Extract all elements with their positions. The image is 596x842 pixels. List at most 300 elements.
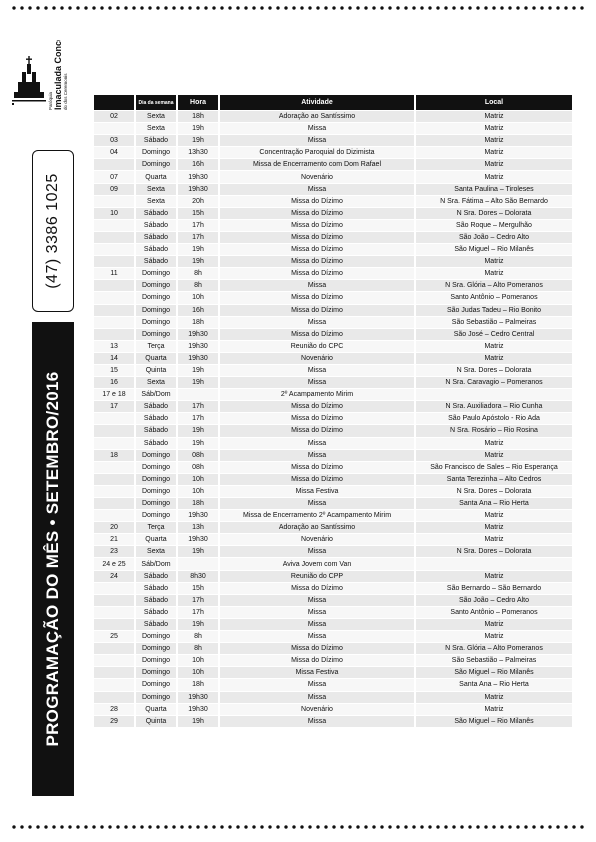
cell-time: 08h: [176, 462, 218, 473]
cell-activity: Missa: [218, 123, 414, 134]
cell-activity: Missa do Dízimo: [218, 655, 414, 666]
svg-text:Paróquia: Paróquia: [48, 91, 53, 110]
cell-activity: Missa: [218, 280, 414, 291]
cell-location: Matriz: [414, 704, 572, 715]
cell-activity: Missa do Dízimo: [218, 256, 414, 267]
cell-day: 21: [94, 534, 134, 545]
cell-location: Matriz: [414, 510, 572, 521]
cell-location: N Sra. Glória – Alto Pomeranos: [414, 643, 572, 654]
cell-weekday: Quinta: [134, 365, 176, 376]
cell-activity: Missa do Dízimo: [218, 643, 414, 654]
cell-activity: Missa: [218, 546, 414, 557]
cell-day: [94, 510, 134, 521]
cell-weekday: Domingo: [134, 631, 176, 642]
cell-day: [94, 292, 134, 303]
cell-day: 18: [94, 450, 134, 461]
cell-weekday: Domingo: [134, 474, 176, 485]
table-row: [94, 655, 572, 666]
cell-weekday: Sábado: [134, 607, 176, 618]
cell-activity: Missa: [218, 135, 414, 146]
cell-weekday: Sábado: [134, 571, 176, 582]
cell-day: 04: [94, 147, 134, 158]
cell-time: 18h: [176, 679, 218, 690]
table-row: [94, 704, 572, 715]
cell-weekday: Sexta: [134, 377, 176, 388]
table-row: [94, 716, 572, 727]
cell-location: Matriz: [414, 341, 572, 352]
dotted-border-top: [10, 4, 586, 12]
cell-location: São José – Cedro Central: [414, 329, 572, 340]
cell-day: [94, 655, 134, 666]
table-row: [94, 558, 572, 569]
cell-time: 8h30: [176, 571, 218, 582]
cell-location: São Sebastião – Palmeiras: [414, 655, 572, 666]
parish-logo: [8, 40, 78, 120]
table-row: [94, 317, 572, 328]
cell-day: [94, 280, 134, 291]
cell-weekday: Domingo: [134, 147, 176, 158]
cell-time: 17h: [176, 232, 218, 243]
header-location: Local: [414, 95, 572, 110]
cell-day: [94, 413, 134, 424]
cell-location: Santo Antônio – Pomeranos: [414, 607, 572, 618]
cell-location: N Sra. Dores – Dolorata: [414, 365, 572, 376]
cell-activity: Missa: [218, 692, 414, 703]
header-time: Hora: [176, 95, 218, 110]
cell-weekday: Sábado: [134, 583, 176, 594]
cell-weekday: Domingo: [134, 510, 176, 521]
table-row: [94, 643, 572, 654]
cell-location: N Sra. Dores – Dolorata: [414, 486, 572, 497]
cell-activity: Missa do Dízimo: [218, 462, 414, 473]
cell-location: N Sra. Caravagio – Pomeranos: [414, 377, 572, 388]
cell-day: 23: [94, 546, 134, 557]
cell-weekday: Quarta: [134, 171, 176, 182]
cell-time: 08h: [176, 450, 218, 461]
cell-day: [94, 667, 134, 678]
table-row: [94, 425, 572, 436]
cell-day: [94, 425, 134, 436]
cell-activity: Novenário: [218, 534, 414, 545]
cell-time: 19h: [176, 716, 218, 727]
table-row: [94, 196, 572, 207]
cell-day: 15: [94, 365, 134, 376]
table-row: [94, 571, 572, 582]
cell-location: N Sra. Fátima – Alto São Bernardo: [414, 196, 572, 207]
cell-location: Matriz: [414, 171, 572, 182]
cell-time: 18h: [176, 317, 218, 328]
cell-time: 18h: [176, 111, 218, 122]
cell-day: 10: [94, 208, 134, 219]
cell-weekday: Domingo: [134, 329, 176, 340]
cell-activity: Missa de Encerramento com Dom Rafael: [218, 159, 414, 170]
table-row: [94, 486, 572, 497]
cell-time: 10h: [176, 667, 218, 678]
table-row: [94, 292, 572, 303]
cell-activity: Missa do Dízimo: [218, 220, 414, 231]
dotted-border-bottom: [10, 823, 586, 831]
table-row: [94, 377, 572, 388]
cell-time: 19h30: [176, 341, 218, 352]
cell-location: São Roque – Mergulhão: [414, 220, 572, 231]
cell-location: [414, 389, 572, 400]
cell-day: [94, 438, 134, 449]
schedule-body: [94, 111, 572, 727]
cell-weekday: Sábado: [134, 135, 176, 146]
table-row: [94, 607, 572, 618]
cell-weekday: Domingo: [134, 159, 176, 170]
cell-weekday: Quarta: [134, 353, 176, 364]
cell-day: 16: [94, 377, 134, 388]
cell-weekday: Sábado: [134, 595, 176, 606]
table-row: [94, 353, 572, 364]
cell-activity: Missa: [218, 377, 414, 388]
cell-location: Matriz: [414, 111, 572, 122]
cell-time: 19h30: [176, 353, 218, 364]
cell-weekday: Sábado: [134, 619, 176, 630]
header-weekday: Dia da semana: [134, 95, 176, 110]
cell-time: 19h30: [176, 534, 218, 545]
cell-activity: Missa do Dízimo: [218, 329, 414, 340]
table-row: [94, 389, 572, 400]
cell-activity: Missa: [218, 716, 414, 727]
cell-location: Matriz: [414, 631, 572, 642]
cell-activity: Missa do Dízimo: [218, 292, 414, 303]
cell-activity: Novenário: [218, 704, 414, 715]
cell-time: 18h: [176, 498, 218, 509]
cell-time: 17h: [176, 220, 218, 231]
cell-time: 10h: [176, 474, 218, 485]
table-row: [94, 667, 572, 678]
cell-weekday: Sexta: [134, 111, 176, 122]
cell-day: [94, 159, 134, 170]
cell-weekday: Terça: [134, 341, 176, 352]
table-row: [94, 135, 572, 146]
cell-weekday: Quinta: [134, 716, 176, 727]
table-row: [94, 450, 572, 461]
cell-day: 02: [94, 111, 134, 122]
cell-weekday: Sábado: [134, 208, 176, 219]
cell-weekday: Domingo: [134, 305, 176, 316]
table-row: [94, 147, 572, 158]
cell-day: [94, 486, 134, 497]
table-row: [94, 171, 572, 182]
cell-day: 03: [94, 135, 134, 146]
cell-activity: Missa do Dízimo: [218, 305, 414, 316]
cell-activity: Missa do Dízimo: [218, 208, 414, 219]
cell-time: 19h30: [176, 184, 218, 195]
table-row: [94, 510, 572, 521]
cell-time: 19h: [176, 377, 218, 388]
cell-weekday: Domingo: [134, 498, 176, 509]
table-row: [94, 256, 572, 267]
cell-location: Santa Terezinha – Alto Cedros: [414, 474, 572, 485]
cell-weekday: Domingo: [134, 462, 176, 473]
cell-activity: Adoração ao Santíssimo: [218, 522, 414, 533]
table-row: [94, 474, 572, 485]
table-row: [94, 692, 572, 703]
cell-time: 19h30: [176, 329, 218, 340]
cell-time: 16h: [176, 305, 218, 316]
cell-weekday: Domingo: [134, 268, 176, 279]
cell-activity: Missa do Dízimo: [218, 425, 414, 436]
cell-location: N Sra. Dores – Dolorata: [414, 208, 572, 219]
cell-location: Matriz: [414, 534, 572, 545]
cell-location: Matriz: [414, 256, 572, 267]
cell-activity: Missa do Dízimo: [218, 244, 414, 255]
cell-day: [94, 305, 134, 316]
cell-location: Matriz: [414, 123, 572, 134]
cell-time: 10h: [176, 486, 218, 497]
cell-activity: Novenário: [218, 171, 414, 182]
cell-time: 19h: [176, 135, 218, 146]
cell-location: Matriz: [414, 353, 572, 364]
cell-weekday: Domingo: [134, 679, 176, 690]
cell-location: São Miguel – Rio Milanês: [414, 244, 572, 255]
cell-location: São Miguel – Rio Milanês: [414, 716, 572, 727]
cell-time: 17h: [176, 595, 218, 606]
table-row: [94, 159, 572, 170]
cell-day: 17: [94, 401, 134, 412]
table-row: [94, 305, 572, 316]
cell-day: [94, 123, 134, 134]
cell-activity: Novenário: [218, 353, 414, 364]
cell-time: 17h: [176, 607, 218, 618]
cell-day: [94, 256, 134, 267]
cell-activity: Missa: [218, 679, 414, 690]
table-row: [94, 280, 572, 291]
cell-weekday: Sáb/Dom: [134, 558, 176, 569]
cell-weekday: Sexta: [134, 123, 176, 134]
phone-number: (47) 3386 1025: [44, 173, 61, 289]
cell-location: N Sra. Auxiliadora – Rio Cunha: [414, 401, 572, 412]
cell-location: [414, 558, 572, 569]
table-row: [94, 679, 572, 690]
cell-activity: Reunião do CPC: [218, 341, 414, 352]
cell-activity: Missa do Dízimo: [218, 474, 414, 485]
table-row: [94, 220, 572, 231]
cell-day: [94, 643, 134, 654]
table-row: [94, 329, 572, 340]
cell-activity: Missa: [218, 450, 414, 461]
cell-activity: Concentração Paroquial do Dizimista: [218, 147, 414, 158]
cell-activity: Missa do Dízimo: [218, 413, 414, 424]
cell-weekday: Sábado: [134, 401, 176, 412]
cell-weekday: Domingo: [134, 317, 176, 328]
cell-location: São João – Cedro Alto: [414, 595, 572, 606]
cell-location: São Judas Tadeu – Rio Bonito: [414, 305, 572, 316]
cell-location: Matriz: [414, 450, 572, 461]
cell-activity: Aviva Jovem com Van: [218, 558, 414, 569]
cell-day: 17 e 18: [94, 389, 134, 400]
cell-time: 8h: [176, 268, 218, 279]
table-row: [94, 462, 572, 473]
cell-day: 09: [94, 184, 134, 195]
cell-day: 14: [94, 353, 134, 364]
table-row: [94, 123, 572, 134]
svg-text:do dos Ceremonis: do dos Ceremonis: [63, 73, 68, 110]
cell-location: São Bernardo – São Bernardo: [414, 583, 572, 594]
cell-location: Matriz: [414, 619, 572, 630]
cell-weekday: Sábado: [134, 256, 176, 267]
cell-time: 19h: [176, 123, 218, 134]
cell-weekday: Domingo: [134, 280, 176, 291]
table-row: [94, 111, 572, 122]
cell-location: Matriz: [414, 147, 572, 158]
cell-time: 16h: [176, 159, 218, 170]
cell-weekday: Domingo: [134, 486, 176, 497]
cell-location: Santo Antônio – Pomeranos: [414, 292, 572, 303]
cell-time: 8h: [176, 643, 218, 654]
table-header-row: [94, 95, 572, 110]
phone-box: [32, 150, 74, 312]
cell-time: 19h: [176, 365, 218, 376]
cell-day: 24: [94, 571, 134, 582]
cell-location: Matriz: [414, 135, 572, 146]
cell-time: 19h: [176, 244, 218, 255]
cell-day: [94, 317, 134, 328]
cell-time: 17h: [176, 401, 218, 412]
cell-time: 19h: [176, 546, 218, 557]
table-row: [94, 498, 572, 509]
header-day: [94, 95, 134, 110]
cell-activity: Missa: [218, 595, 414, 606]
cell-time: 19h30: [176, 510, 218, 521]
cell-day: 07: [94, 171, 134, 182]
cell-weekday: Terça: [134, 522, 176, 533]
cell-location: Matriz: [414, 522, 572, 533]
cell-location: São Francisco de Sales – Rio Esperança: [414, 462, 572, 473]
cell-day: [94, 679, 134, 690]
table-row: [94, 631, 572, 642]
cell-time: [176, 389, 218, 400]
cell-time: 19h30: [176, 171, 218, 182]
cell-weekday: Sábado: [134, 232, 176, 243]
cell-day: 11: [94, 268, 134, 279]
table-row: [94, 595, 572, 606]
table-row: [94, 401, 572, 412]
cell-day: [94, 220, 134, 231]
cell-location: São Paulo Apóstolo - Rio Ada: [414, 413, 572, 424]
cell-weekday: Domingo: [134, 655, 176, 666]
cell-activity: Missa: [218, 607, 414, 618]
cell-location: Santa Ana – Rio Herta: [414, 498, 572, 509]
cell-activity: Missa Festiva: [218, 486, 414, 497]
cell-activity: Missa do Dízimo: [218, 401, 414, 412]
cell-time: [176, 558, 218, 569]
cell-day: [94, 595, 134, 606]
header-activity: Atividade: [218, 95, 414, 110]
page-title: PROGRAMAÇÃO DO MÊS • SETEMBRO/2016: [43, 371, 62, 747]
table-row: [94, 341, 572, 352]
cell-weekday: Sábado: [134, 244, 176, 255]
cell-activity: Missa do Dízimo: [218, 196, 414, 207]
cell-location: Matriz: [414, 159, 572, 170]
cell-weekday: Sexta: [134, 184, 176, 195]
cell-activity: Missa: [218, 438, 414, 449]
cell-time: 19h: [176, 256, 218, 267]
cell-weekday: Domingo: [134, 292, 176, 303]
cell-weekday: Quarta: [134, 704, 176, 715]
cell-day: 20: [94, 522, 134, 533]
cell-activity: Missa: [218, 317, 414, 328]
table-row: [94, 184, 572, 195]
cell-location: Matriz: [414, 692, 572, 703]
cell-weekday: Domingo: [134, 643, 176, 654]
cell-weekday: Sáb/Dom: [134, 389, 176, 400]
cell-activity: Missa: [218, 498, 414, 509]
cell-location: São Sebastião – Palmeiras: [414, 317, 572, 328]
cell-time: 17h: [176, 413, 218, 424]
cell-time: 13h30: [176, 147, 218, 158]
cell-day: [94, 329, 134, 340]
cell-activity: Missa: [218, 631, 414, 642]
table-row: [94, 522, 572, 533]
table-row: [94, 244, 572, 255]
cell-weekday: Sábado: [134, 220, 176, 231]
cell-activity: Missa Festiva: [218, 667, 414, 678]
cell-time: 15h: [176, 583, 218, 594]
cell-time: 15h: [176, 208, 218, 219]
table-row: [94, 546, 572, 557]
cell-day: 24 e 25: [94, 558, 134, 569]
cell-weekday: Domingo: [134, 667, 176, 678]
cell-time: 8h: [176, 280, 218, 291]
cell-activity: Reunião do CPP: [218, 571, 414, 582]
cell-activity: 2º Acampamento Mirim: [218, 389, 414, 400]
cell-weekday: Sexta: [134, 196, 176, 207]
table-row: [94, 413, 572, 424]
cell-day: [94, 474, 134, 485]
cell-activity: Missa: [218, 619, 414, 630]
cell-activity: Missa de Encerramento 2º Acampamento Mirim: [218, 510, 414, 521]
cell-weekday: Sábado: [134, 413, 176, 424]
table-row: [94, 583, 572, 594]
table-row: [94, 365, 572, 376]
cell-activity: Missa do Dízimo: [218, 268, 414, 279]
cell-location: Matriz: [414, 268, 572, 279]
cell-day: [94, 607, 134, 618]
cell-activity: Missa: [218, 365, 414, 376]
cell-time: 19h30: [176, 692, 218, 703]
cell-day: [94, 692, 134, 703]
cell-time: 20h: [176, 196, 218, 207]
table-row: [94, 232, 572, 243]
table-row: [94, 208, 572, 219]
cell-activity: Adoração ao Santíssimo: [218, 111, 414, 122]
cell-day: 13: [94, 341, 134, 352]
cell-day: 28: [94, 704, 134, 715]
cell-location: São Miguel – Rio Milanês: [414, 667, 572, 678]
cell-location: Matriz: [414, 438, 572, 449]
cell-day: [94, 498, 134, 509]
cell-day: [94, 583, 134, 594]
cell-activity: Missa do Dízimo: [218, 583, 414, 594]
cell-weekday: Quarta: [134, 534, 176, 545]
cell-activity: Missa do Dízimo: [218, 232, 414, 243]
cell-time: 19h: [176, 619, 218, 630]
cell-location: N Sra. Dores – Dolorata: [414, 546, 572, 557]
cell-weekday: Domingo: [134, 450, 176, 461]
cell-time: 19h30: [176, 704, 218, 715]
table-row: [94, 534, 572, 545]
cell-day: 29: [94, 716, 134, 727]
cell-time: 19h: [176, 425, 218, 436]
cell-day: [94, 244, 134, 255]
cell-location: N Sra. Rosário – Rio Rosina: [414, 425, 572, 436]
cell-weekday: Sábado: [134, 438, 176, 449]
schedule-table: [94, 94, 572, 728]
